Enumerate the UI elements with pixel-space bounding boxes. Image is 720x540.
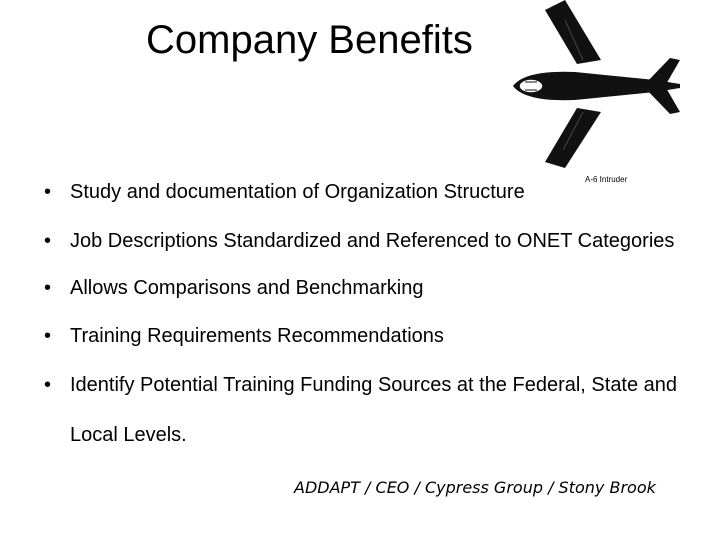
bullet-item: • Study and documentation of Organization Structure [44, 168, 704, 216]
bullet-item: • Allows Comparisons and Benchmarking [44, 264, 704, 312]
aircraft-image [505, 0, 685, 190]
bullet-list [44, 168, 704, 458]
footer-credit: ADDAPT / CEO / Cypress Group / Stony Brook [294, 478, 656, 497]
bullet-item: • Training Requirements Recommendations [44, 312, 704, 360]
aircraft-caption: A-6 Intruder [585, 175, 628, 184]
bullet-item: • Job Descriptions Standardized and Referenced to ONET Categories [44, 216, 704, 266]
slide-title: Company Benefits [146, 18, 473, 62]
bullet-item: • Identify Potential Training Funding Sources at the Federal, State and Local Levels. [44, 360, 704, 460]
